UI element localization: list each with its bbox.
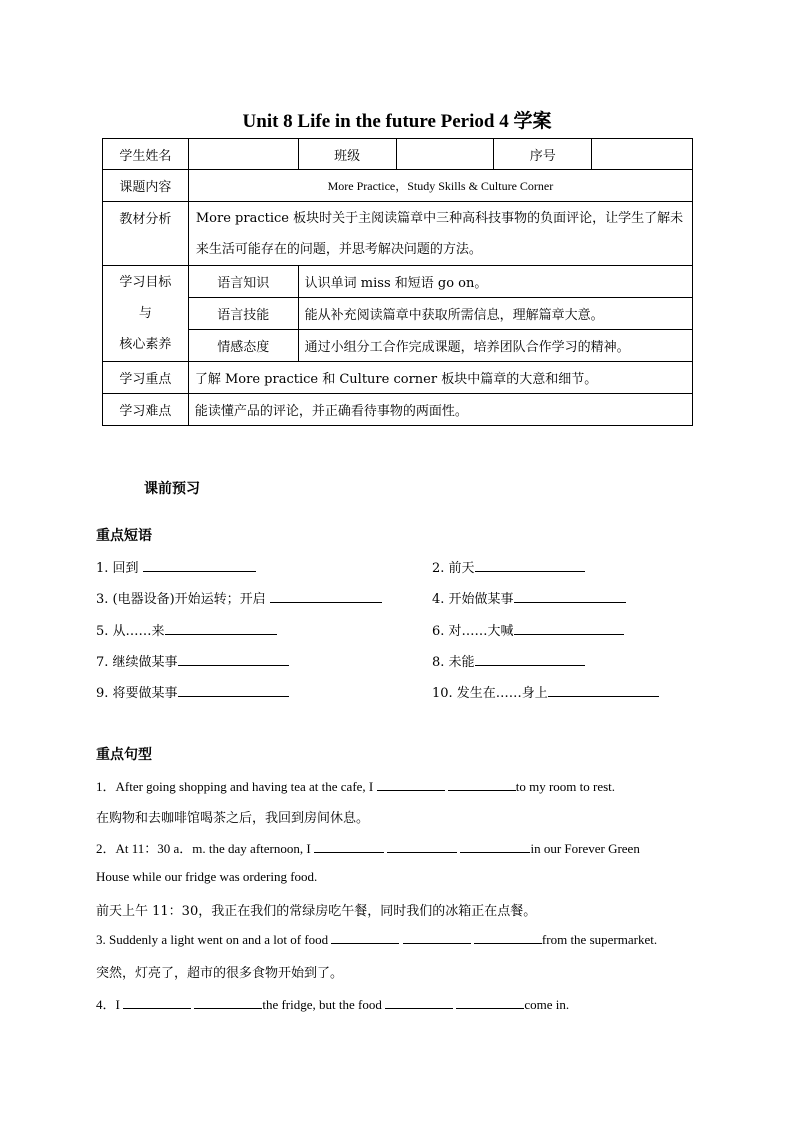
answer-blank[interactable] [460,840,530,853]
phrase-item [96,557,256,576]
goal-label-attitude: 情感态度 [188,330,298,362]
phrase-text: 1. 回到 [96,561,143,576]
analysis-value: More practice 板块时关于主阅读篇章中三种高科技事物的负面评论，让学生了解未来生活可能存在的问题，并思考解决问题的方法。 [188,202,692,266]
phrase-text: 4. 开始做某事 [432,592,514,607]
phrase-text: 10. 发生在……身上 [432,686,548,701]
answer-blank[interactable] [178,653,289,666]
seat-field[interactable] [592,139,693,170]
answer-blank[interactable] [314,840,384,853]
topic-value: More Practice，Study Skills & Culture Corner [188,170,692,202]
phrase-item [96,651,289,670]
class-label: 班级 [298,139,396,170]
sentence-text: 1．After going shopping and having tea at the cafe, I [96,779,374,794]
answer-blank[interactable] [165,622,277,635]
answer-blank[interactable] [123,996,191,1009]
goal-value-knowledge: 认识单词 miss 和短语 go on。 [298,266,692,298]
answer-blank[interactable] [448,778,516,791]
student-name-label: 学生姓名 [103,139,189,170]
phrase-text: 2. 前天 [432,561,475,576]
topic-label: 课题内容 [103,170,189,202]
lesson-info-table [102,138,693,426]
sentence-2-continued: House while our fridge was ordering food. [96,869,318,884]
answer-blank[interactable] [403,931,471,944]
difficulty-value: 能读懂产品的评论，并正确看待事物的两面性。 [188,394,692,426]
answer-blank[interactable] [385,996,453,1009]
phrase-text: 7. 继续做某事 [96,655,178,670]
sentence-text: from the supermarket. [541,932,658,947]
answer-blank[interactable] [514,590,626,603]
answer-blank[interactable] [475,653,585,666]
sentence-2 [96,838,640,857]
sentence-2-translation: 前天上午 11：30，我正在我们的常绿房吃午餐，同时我们的冰箱正在点餐。 [96,904,537,919]
phrase-item [432,682,659,701]
sentence-text: in our Forever Green [530,841,640,856]
sentence-text: come in. [524,997,570,1012]
answer-blank[interactable] [178,684,289,697]
phrase-item [96,620,277,639]
goal-label-skills: 语言技能 [188,298,298,330]
page-title: Unit 8 Life in the future Period 4 学案 [242,111,552,132]
phrase-item [96,682,289,701]
sentences-heading: 重点句型 [96,747,152,763]
answer-blank[interactable] [377,778,445,791]
sentence-text: to my room to rest. [515,779,616,794]
analysis-label: 教材分析 [103,202,189,266]
sentence-1 [96,776,615,795]
sentence-1-translation: 在购物和去咖啡馆喝茶之后，我回到房间休息。 [96,811,370,826]
goals-label-line-3: 核心素养 [119,337,172,352]
sentence-text: 4．I [96,997,120,1012]
sentence-4 [96,994,569,1013]
phrases-heading: 重点短语 [96,528,152,544]
sentence-text: the fridge, but the food [262,997,382,1012]
answer-blank[interactable] [143,559,256,572]
focus-value: 了解 More practice 和 Culture corner 板块中篇章的大意和细节。 [188,362,692,394]
answer-blank[interactable] [474,931,542,944]
difficulty-label: 学习难点 [103,394,189,426]
phrase-item [432,557,585,576]
answer-blank[interactable] [270,590,382,603]
phrase-text: 6. 对……大喊 [432,624,514,639]
goals-label-line-1: 学习目标 [119,275,172,290]
answer-blank[interactable] [387,840,457,853]
phrase-item [96,588,382,607]
sentence-3-translation: 突然，灯亮了，超市的很多食物开始到了。 [96,966,344,981]
phrase-item [432,588,626,607]
phrase-item [432,620,624,639]
goal-value-attitude: 通过小组分工合作完成课题，培养团队合作学习的精神。 [298,330,692,362]
focus-label: 学习重点 [103,362,189,394]
answer-blank[interactable] [194,996,262,1009]
answer-blank[interactable] [548,684,659,697]
sentence-text: 2．At 11：30 a．m. the day afternoon, I [96,841,311,856]
phrase-text: 8. 未能 [432,655,475,670]
goals-label-line-2: 与 [138,306,152,321]
preview-heading: 课前预习 [144,481,200,497]
phrase-item [432,651,585,670]
goal-label-knowledge: 语言知识 [188,266,298,298]
answer-blank[interactable] [475,559,585,572]
student-name-field[interactable] [188,139,298,170]
phrase-text: 3. (电器设备)开始运转；开启 [96,592,270,607]
sentence-3 [96,931,657,948]
sentence-text: 3. Suddenly a light went on and a lot of food [96,932,329,947]
goal-value-skills: 能从补充阅读篇章中获取所需信息，理解篇章大意。 [298,298,692,330]
seat-label: 序号 [494,139,592,170]
goals-label [103,266,189,362]
class-field[interactable] [396,139,494,170]
phrase-text: 9. 将要做某事 [96,686,178,701]
answer-blank[interactable] [331,931,399,944]
phrase-text: 5. 从……来 [96,624,165,639]
answer-blank[interactable] [456,996,524,1009]
answer-blank[interactable] [514,622,624,635]
